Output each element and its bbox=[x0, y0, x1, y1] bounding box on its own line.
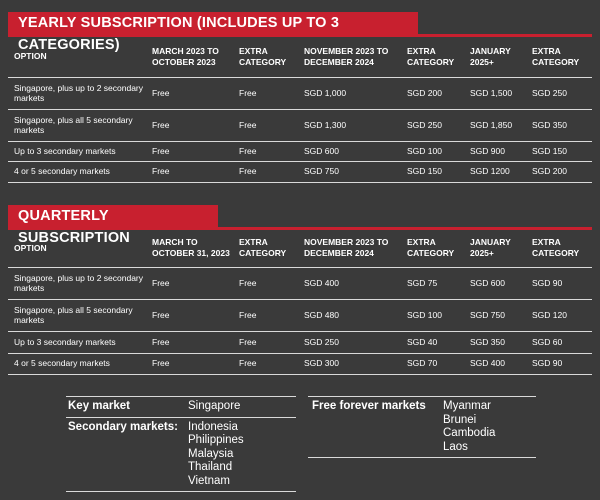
price-cell: Free bbox=[233, 331, 298, 353]
price-cell: SGD 150 bbox=[401, 161, 464, 182]
header-extra-category-3: EXTRA CATEGORY bbox=[526, 37, 592, 77]
price-cell: Free bbox=[233, 353, 298, 374]
secondary-markets-row bbox=[66, 418, 296, 492]
price-cell: Free bbox=[146, 77, 233, 109]
header-period-1: MARCH 2023 TO OCTOBER 2023 bbox=[146, 37, 233, 77]
market-name: Indonesia bbox=[188, 420, 238, 433]
option-cell: Up to 3 secondary markets bbox=[8, 141, 146, 161]
price-cell: SGD 350 bbox=[464, 331, 526, 353]
market-name: Myanmar bbox=[443, 400, 491, 412]
option-cell: Singapore, plus up to 2 secondary markets bbox=[8, 77, 146, 109]
market-name: Singapore bbox=[188, 400, 241, 412]
quarterly-subscription-table bbox=[8, 230, 592, 375]
option-cell: Up to 3 secondary markets bbox=[8, 331, 146, 353]
table-header-row bbox=[8, 37, 592, 77]
table-row bbox=[8, 267, 592, 299]
price-cell: SGD 480 bbox=[298, 299, 401, 331]
price-cell: SGD 120 bbox=[526, 299, 592, 331]
price-cell: SGD 300 bbox=[298, 353, 401, 374]
price-cell: Free bbox=[233, 161, 298, 182]
price-cell: SGD 1,500 bbox=[464, 77, 526, 109]
price-cell: Free bbox=[233, 267, 298, 299]
free-forever-markets-values bbox=[443, 400, 495, 454]
price-cell: Free bbox=[146, 331, 233, 353]
header-period-2: NOVEMBER 2023 TO DECEMBER 2024 bbox=[298, 37, 401, 77]
price-cell: SGD 750 bbox=[298, 161, 401, 182]
secondary-markets-label: Secondary markets: bbox=[68, 420, 178, 433]
table-row bbox=[8, 299, 592, 331]
table-row bbox=[8, 331, 592, 353]
market-name: Laos bbox=[443, 440, 468, 453]
price-cell: Free bbox=[233, 141, 298, 161]
market-name: Brunei bbox=[443, 413, 477, 426]
header-option: OPTION bbox=[8, 37, 146, 77]
price-cell: Free bbox=[146, 109, 233, 141]
header-option: OPTION bbox=[8, 230, 146, 267]
yearly-subscription-title: YEARLY SUBSCRIPTION (INCLUDES UP TO 3 CATEGORIES) bbox=[8, 12, 418, 34]
price-cell: Free bbox=[146, 353, 233, 374]
price-cell: SGD 150 bbox=[526, 141, 592, 161]
header-extra-category-1: EXTRA CATEGORY bbox=[233, 230, 298, 267]
option-cell: 4 or 5 secondary markets bbox=[8, 161, 146, 182]
price-cell: Free bbox=[146, 267, 233, 299]
price-cell: SGD 1,300 bbox=[298, 109, 401, 141]
header-period-2: NOVEMBER 2023 TO DECEMBER 2024 bbox=[298, 230, 401, 267]
price-cell: SGD 250 bbox=[401, 109, 464, 141]
table-row bbox=[8, 77, 592, 109]
quarterly-subscription-title: QUARTERLY SUBSCRIPTION bbox=[8, 205, 218, 227]
option-cell: 4 or 5 secondary markets bbox=[8, 353, 146, 374]
key-market-values bbox=[188, 400, 240, 414]
markets-right-panel bbox=[308, 396, 536, 458]
price-cell: Free bbox=[146, 141, 233, 161]
price-cell: SGD 100 bbox=[401, 141, 464, 161]
price-cell: SGD 90 bbox=[526, 267, 592, 299]
price-cell: SGD 400 bbox=[298, 267, 401, 299]
table-row bbox=[8, 161, 592, 182]
price-cell: Free bbox=[233, 77, 298, 109]
header-period-1: MARCH TO OCTOBER 31, 2023 bbox=[146, 230, 233, 267]
price-cell: Free bbox=[146, 299, 233, 331]
key-market-label: Key market bbox=[68, 400, 131, 412]
option-cell: Singapore, plus up to 2 secondary markets bbox=[8, 267, 146, 299]
price-cell: SGD 70 bbox=[401, 353, 464, 374]
market-name: Philippines bbox=[188, 434, 244, 446]
market-name: Cambodia bbox=[443, 427, 496, 439]
price-cell: SGD 750 bbox=[464, 299, 526, 331]
price-cell: SGD 400 bbox=[464, 353, 526, 374]
key-market-row bbox=[66, 397, 296, 417]
yearly-subscription-table bbox=[8, 37, 592, 183]
free-forever-markets-label: Free forever markets bbox=[312, 400, 426, 412]
price-cell: SGD 600 bbox=[298, 141, 401, 161]
divider bbox=[308, 457, 536, 458]
price-cell: SGD 1,000 bbox=[298, 77, 401, 109]
table-row bbox=[8, 353, 592, 374]
table-row bbox=[8, 141, 592, 161]
price-cell: SGD 200 bbox=[401, 77, 464, 109]
option-cell: Singapore, plus all 5 secondary markets bbox=[8, 299, 146, 331]
table-header-row bbox=[8, 230, 592, 267]
header-extra-category-2: EXTRA CATEGORY bbox=[401, 37, 464, 77]
table-row bbox=[8, 109, 592, 141]
price-cell: SGD 600 bbox=[464, 267, 526, 299]
markets-left-panel bbox=[66, 396, 296, 492]
price-cell: SGD 90 bbox=[526, 353, 592, 374]
header-extra-category-3: EXTRA CATEGORY bbox=[526, 230, 592, 267]
header-period-3: JANUARY 2025+ bbox=[464, 37, 526, 77]
price-cell: Free bbox=[233, 109, 298, 141]
market-name: Malaysia bbox=[188, 447, 234, 460]
price-cell: SGD 40 bbox=[401, 331, 464, 353]
header-extra-category-2: EXTRA CATEGORY bbox=[401, 230, 464, 267]
price-cell: SGD 100 bbox=[401, 299, 464, 331]
header-extra-category-1: EXTRA CATEGORY bbox=[233, 37, 298, 77]
price-cell: SGD 60 bbox=[526, 331, 592, 353]
option-cell: Singapore, plus all 5 secondary markets bbox=[8, 109, 146, 141]
market-name: Thailand bbox=[188, 461, 233, 473]
price-cell: SGD 900 bbox=[464, 141, 526, 161]
price-cell: SGD 75 bbox=[401, 267, 464, 299]
divider bbox=[66, 491, 296, 492]
price-cell: SGD 1,850 bbox=[464, 109, 526, 141]
header-period-3: JANUARY 2025+ bbox=[464, 230, 526, 267]
price-cell: SGD 250 bbox=[298, 331, 401, 353]
free-forever-markets-row bbox=[308, 397, 536, 457]
market-name: Vietnam bbox=[188, 474, 230, 487]
price-cell: Free bbox=[146, 161, 233, 182]
price-cell: SGD 250 bbox=[526, 77, 592, 109]
price-cell: SGD 200 bbox=[526, 161, 592, 182]
price-cell: SGD 350 bbox=[526, 109, 592, 141]
secondary-markets-values bbox=[188, 421, 244, 489]
price-cell: SGD 1200 bbox=[464, 161, 526, 182]
price-cell: Free bbox=[233, 299, 298, 331]
